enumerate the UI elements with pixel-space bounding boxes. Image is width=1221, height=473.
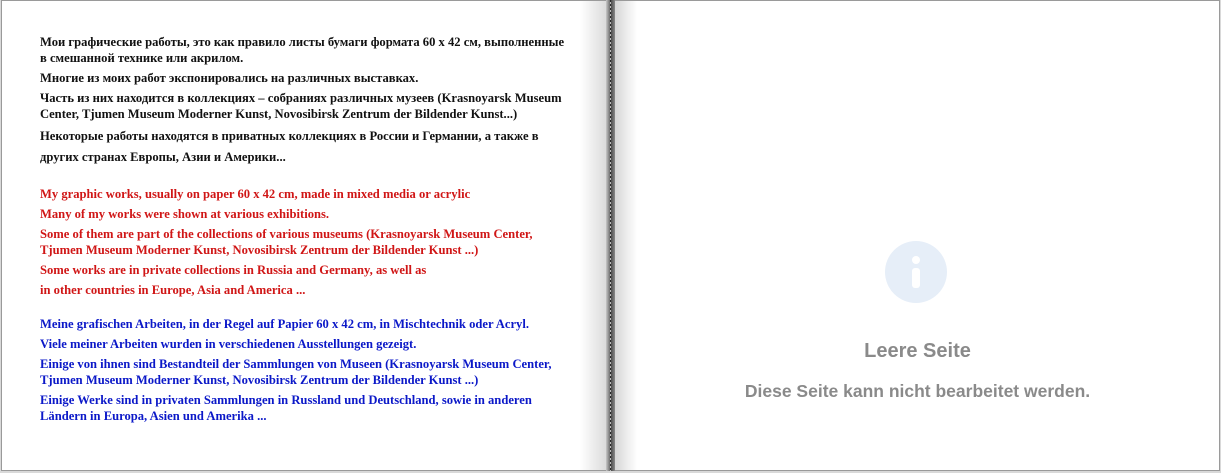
german-text-group [40,316,570,424]
german-paragraph: Einige Werke sind in privaten Sammlungen in Russland und Deutschland, sowie in anderen Ländern in Europa, Asien und Amerika ... [40,393,532,423]
info-icon-dot [912,256,920,264]
german-paragraph: Einige von ihnen sind Bestandteil der Sammlungen von Museen (Krasnoyarsk Museum Center, Tjumen Museum Moderner Kunst, Novosibirsk Zentrum der Bildender Kunst ...) [40,357,552,387]
english-paragraph: in other countries in Europe, Asia and America ... [40,283,306,297]
english-paragraph: Some works are in private collections in Russia and Germany, as well as [40,263,427,277]
empty-page-title: Leere Seite [864,340,971,362]
russian-text-group [40,34,570,168]
german-paragraph: Viele meiner Arbeiten wurden in verschiedenen Ausstellungen gezeigt. [40,337,417,351]
empty-page-message: Diese Seite kann nicht bearbeitet werden. [744,381,1091,401]
english-paragraph: Many of my works were shown at various exhibitions. [40,207,330,221]
english-text-group [40,186,570,298]
russian-paragraph: Часть из них находится в коллекциях – собраниях различных музеев (Krasnoyarsk Museum Center, Tjumen Museum Moderner Kunst, Novosibirsk Zentrum der Bildender Kunst...) [40,91,562,121]
russian-paragraph: Некоторые работы находятся в приватных коллекциях в России и Германии, а также в других странах Европы, Азии и Америки... [40,129,539,164]
page-text [40,34,570,442]
russian-paragraph: Мои графические работы, это как правило листы бумаги формата 60 х 42 см, выполненные в смешанной технике или акрилом. [40,35,565,65]
book-gutter [606,0,615,471]
german-paragraph: Meine grafischen Arbeiten, in der Regel auf Papier 60 x 42 cm, in Mischtechnik oder Acryl. [40,317,530,331]
right-page[interactable] [615,0,1220,471]
russian-paragraph: Многие из моих работ экспонировались на различных выставках. [40,71,419,85]
info-icon-bar [912,268,920,288]
info-icon [885,241,947,303]
left-page[interactable] [1,0,606,471]
page-fold-shadow [580,1,606,470]
english-paragraph: Some of them are part of the collections of various museums (Krasnoyarsk Museum Center, Tjumen Museum Moderner Kunst, Novosibirsk Zentrum der Bildender Kunst ...) [40,227,533,257]
english-paragraph: My graphic works, usually on paper 60 x 42 cm, made in mixed media or acrylic [40,187,471,201]
